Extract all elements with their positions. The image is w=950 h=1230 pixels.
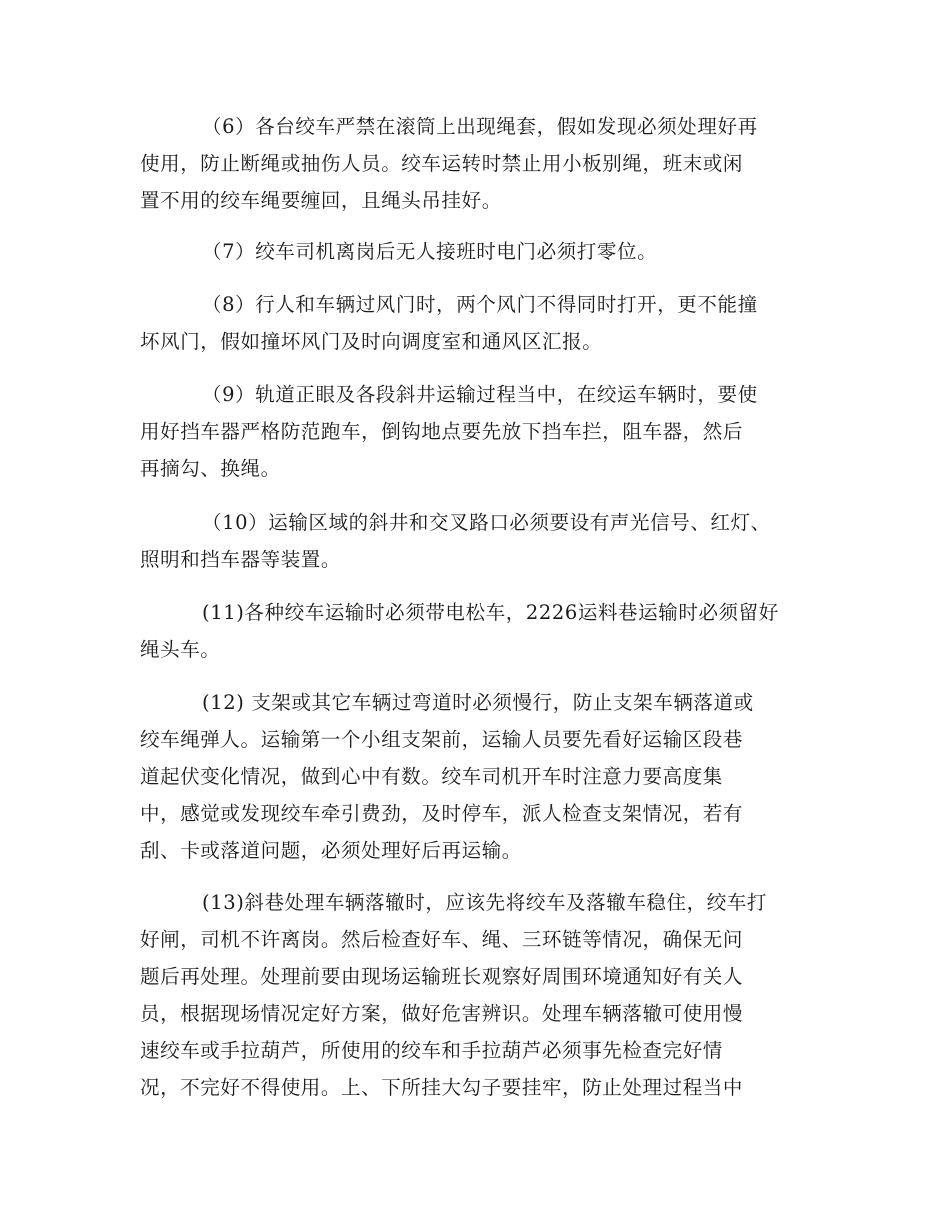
text-line: 再摘勾、换绳。: [140, 457, 281, 480]
text-line: 况，不完好不得使用。上、下所挂大勾子要挂牢，防止处理过程当中: [140, 1076, 744, 1099]
text-line: 照明和挡车器等装置。: [140, 548, 342, 571]
paragraph-11: [140, 594, 810, 668]
text-line: 绞车绳弹人。运输第一个小组支架前，运输人员要先看好运输区段巷: [140, 728, 744, 751]
text-line: 道起伏变化情况，做到心中有数。绞车司机开车时注意力要高度集: [140, 765, 723, 788]
paragraph-10: [140, 504, 810, 578]
text-line: (13)斜巷处理车辆落辙时，应该先将绞车及落辙车稳住，绞车打: [202, 891, 768, 914]
text-line: （10）运输区域的斜井和交叉路口必须要设有声光信号、红灯、: [202, 511, 771, 534]
text-line: 绳头车。: [140, 638, 221, 661]
text-line: (12) 支架或其它车辆过弯道时必须慢行，防止支架车辆落道或: [202, 691, 754, 714]
text-line: 刮、卡或落道问题，必须处理好后再运输。: [140, 839, 522, 862]
paragraph-13: [140, 884, 810, 1106]
paragraph-6: [140, 108, 810, 219]
text-line: 题后再处理。处理前要由现场运输班长观察好周围环境通知好有关人: [140, 965, 744, 988]
paragraph-8: [140, 286, 810, 360]
text-line: 用好挡车器严格防范跑车，倒钩地点要先放下挡车拦，阻车器，然后: [140, 420, 744, 443]
text-line: 坏风门，假如撞坏风门及时向调度室和通风区汇报。: [140, 330, 603, 353]
text-line: （7）绞车司机离岗后无人接班时电门必须打零位。: [202, 240, 658, 263]
text-line: 好闸，司机不许离岗。然后检查好车、绳、三环链等情况，确保无问: [140, 928, 744, 951]
text-line: 使用，防止断绳或抽伤人员。绞车运转时禁止用小板别绳，班末或闲: [140, 152, 744, 175]
text-line: 中，感觉或发现绞车牵引费劲，及时停车，派人检查支架情况，若有: [140, 802, 744, 825]
text-line: 速绞车或手拉葫芦，所使用的绞车和手拉葫芦必须事先检查完好情: [140, 1039, 723, 1062]
text-line: （6）各台绞车严禁在滚筒上出现绳套，假如发现必须处理好再: [202, 115, 758, 138]
text-line: （8）行人和车辆过风门时，两个风门不得同时打开，更不能撞: [202, 293, 758, 316]
paragraph-7: [140, 233, 810, 270]
text-line: （9）轨道正眼及各段斜井运输过程当中，在绞运车辆时，要使: [202, 383, 758, 406]
text-line: 置不用的绞车绳要缠回，且绳头吊挂好。: [140, 189, 502, 212]
paragraph-9: [140, 376, 810, 487]
paragraph-12: [140, 684, 810, 869]
text-line: 员，根据现场情况定好方案，做好危害辨识。处理车辆落辙可使用慢: [140, 1002, 744, 1025]
text-line: (11)各种绞车运输时必须带电松车，2226运料巷运输时必须留好: [202, 601, 779, 624]
